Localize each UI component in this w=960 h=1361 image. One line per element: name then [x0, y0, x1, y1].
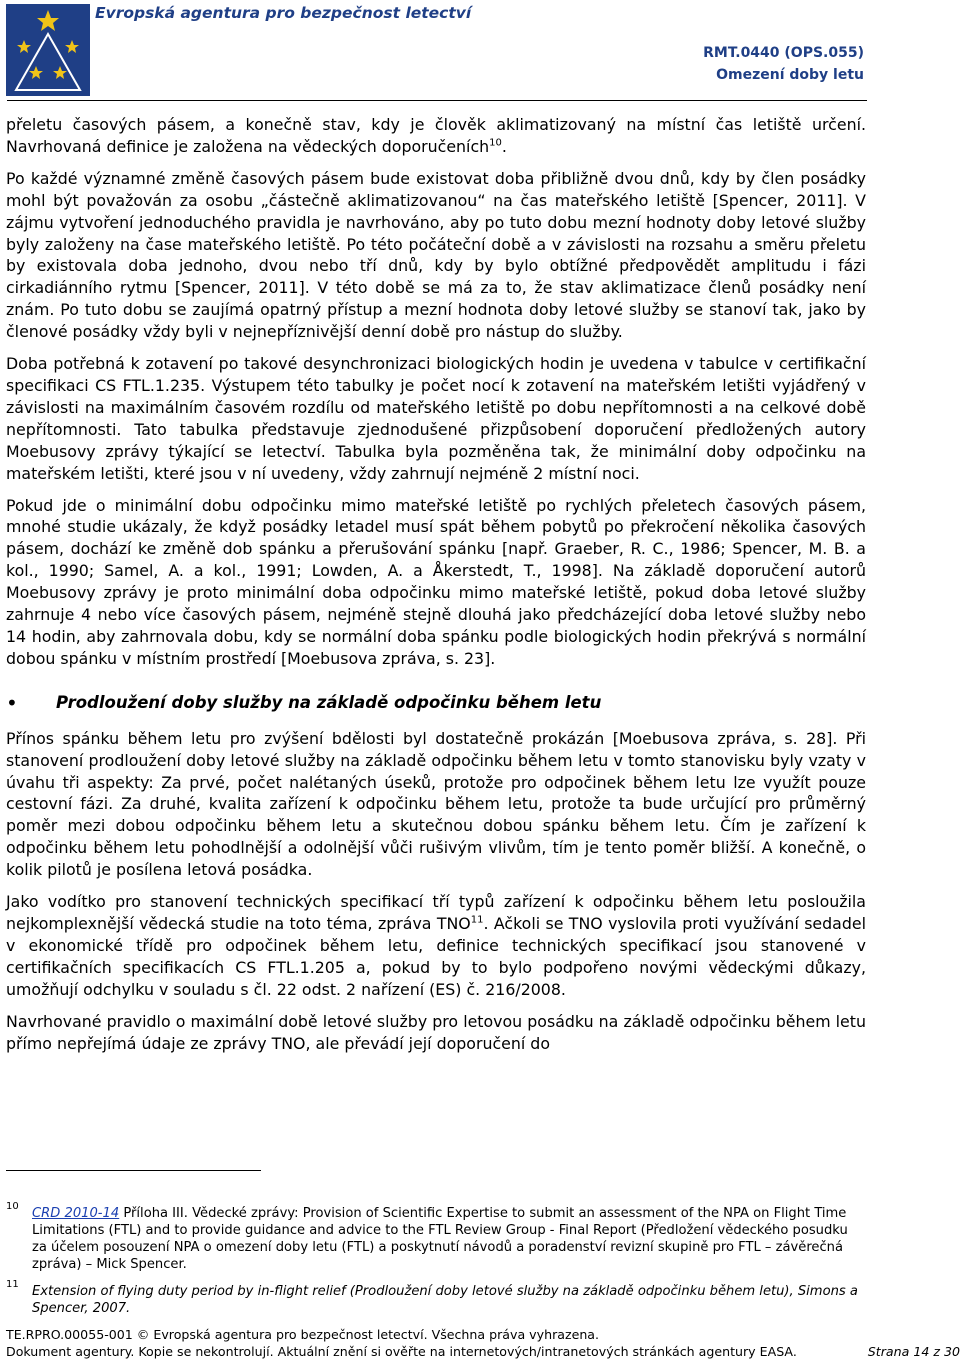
footnote-number: 10 — [6, 1201, 19, 1212]
paragraph: Po každé významné změně časových pásem bude existovat doba přibližně dvou dnů, kdy by člen posádky mohl být považován za osobu „částečně aklimatizovanou“ na čas mateřského letiště [Spencer, 2011]. V zájmu vytvoření jednoduchého pravidla je navrhováno, aby po tuto dobu mezní hodnoty doby letové služby byly založeny na čase mateřského letiště. Po této počáteční době a v závislosti na rozsahu a směru přeletu by existovala doba jednoho, dvou nebo tří dnů, kdy by bylo obtížné předpovědět amplitudu i fázi cirkadiánního rytmu [Spencer, 2011]. V této době se má za to, že stav aklimatizace členů posádky není znám. Po tuto dobu se zaujímá opatrný přístup a mezní hodnota doby letové služby se stanoví tak, jako by členové posádky vždy byli v nejnepříznivější denní době pro nástup do služby. — [6, 168, 866, 342]
paragraph: přeletu časových pásem, a konečně stav, kdy je člověk aklimatizovaný na místní čas letiště určení. Navrhovaná definice je založena na vědeckých doporučeních$^{10}$. — [6, 115, 866, 156]
paragraph: Přínos spánku během letu pro zvýšení bdělosti byl dostatečně prokázán [Moebusova zpráva, s. 28]. Při stanovení prodloužení doby letové služby na základě odpočinku během letu v tomto stanovisku byly vzaty v úvahu tři aspekty: Za prvé, počet nalétaných úseků, protože pro odpočinek během letu lze využít pouze cestovní fázi. Za druhé, kvalita zařízení k odpočinku během letu, protože ta bude určující pro průměrný poměr mezi dobou odpočinku během letu a skutečnou dobou spánku během letu. Čím je zařízení k odpočinku během letu pohodlnější a odolnější vůči rušivým vlivům, tím je tento poměr bližší. A konečně, o kolik pilotů je posílena letová posádka. — [6, 728, 866, 880]
section-heading — [6, 692, 866, 714]
footnote-divider — [6, 1170, 261, 1171]
paragraph: Pokud jde o minimální dobu odpočinku mimo mateřské letiště po rychlých přeletech časových pásem, mnohé studie ukázaly, že když posádky letadel musí spát během pobytů po překročení několika časových pásem, dochází ke změně dob spánku a přerušování spánku [např. Graeber, R. C., 1986; Spencer, M. B. a kol., 1990; Samel, A. a kol., 1991; Lowden, A. a Åkerstedt, T., 1998]. Na základě doporučení autorů Moebusovy zprávy je proto minimální doba odpočinku mimo mateřské letiště, pokud doba letové služby zahrnuje 4 nebo více časových pásem, nejméně stejně dlouhá jako předcházející doba letové služby nebo 14 hodin, aby zahrnovala dobu, kdy se normální doba spánku podle biologických hodin překrývá s normální dobou spánku v místním prostředí [Moebusova zpráva, s. 23]. — [6, 495, 866, 668]
document-code: RMT.0440 (OPS.055) — [703, 45, 864, 61]
paragraph: Doba potřebná k zotavení po takové desynchronizaci biologických hodin je uvedena v tabulce v certifikační specifikaci CS FTL.1.235. Výstupem této tabulky je počet nocí k zotavení na mateřském letišti vyjádřený v závislosti na maximálním časovém rozdílu od mateřského letiště po dobu nepřítomnosti a na celkové době nepřítomnosti. Tato tabulka představuje zjednodušené přizpůsobení doporučení předložených autory Moebusovy zprávy týkající se letectví. Tabulka byla pozměněna tak, že minimální doby odpočinku na mateřském letišti, které jsou v ní uvedeny, vždy zahrnují nejméně 2 místní noci. — [6, 354, 866, 483]
footer-disclaimer: Dokument agentury. Kopie se nekontrolují. Aktuální znění si ověřte na internetových/intranetových stránkách agentury EASA. — [6, 1344, 797, 1359]
bullet-icon: • — [6, 690, 18, 715]
footnote-number: 11 — [6, 1279, 19, 1290]
footnote-10 — [6, 1201, 866, 1273]
paragraph: Jako vodítko pro stanovení technických specifikací tří typů zařízení k odpočinku během letu posloužila nejkomplexnější vědecká studie na toto téma, zpráva TNO$^{11}$. Ačkoli se TNO vyslovila proti využívání sedadel v ekonomické třídě pro odpočinek během letu, definice technických specifikací jsou stanovené v certifikačních specifikacích CS FTL.1.205 a, pokud by to bylo podpořeno novými vědeckými důkazy, umožňují odchylku v souladu s čl. 22 odst. 2 nařízení (ES) č. 216/2008. — [6, 892, 866, 999]
footnote-text: Extension of flying duty period by in-flight relief (Prodloužení doby letové služby na základě odpočinku během letu), Simons a Spencer, 2007. — [32, 1284, 858, 1316]
agency-name: Evropská agentura pro bezpečnost letectví — [95, 4, 472, 22]
header-divider — [7, 100, 867, 101]
easa-logo-icon — [6, 4, 90, 96]
footnote-ref[interactable]: 11 — [470, 914, 484, 926]
page-number: Strana 14 z 30 — [867, 1344, 960, 1359]
footnote-11 — [6, 1279, 866, 1317]
footer-copyright: TE.RPRO.00055-001 © Evropská agentura pro bezpečnost letectví. Všechna práva vyhrazena. — [6, 1327, 600, 1342]
footnote-ref[interactable]: 10 — [489, 137, 502, 149]
paragraph: Navrhované pravidlo o maximální době letové služby pro letovou posádku na základě odpočinku během letu přímo nepřejímá údaje ze zprávy TNO, ale převádí její doporučení do — [6, 1011, 866, 1053]
body-text — [6, 114, 866, 1054]
document-subject: Omezení doby letu — [716, 67, 864, 83]
section-heading-text: Prodloužení doby služby na základě odpočinku během letu — [56, 692, 602, 712]
footnote-text: Příloha III. Vědecké zprávy: Provision of Scientific Expertise to submit an assessment of the NPA on Flight Time Limitations (FTL) and to provide guidance and advice to the FTL Review Group - Final Report (Předložení vědeckého posudku za účelem posouzení NPA o omezení doby letu (FTL) a poskytnutí návodů a poradenství revizní skupině pro FTL – závěrečná zpráva) – Mick Spencer. — [32, 1206, 848, 1272]
crd-link[interactable]: CRD 2010-14 — [32, 1206, 120, 1221]
